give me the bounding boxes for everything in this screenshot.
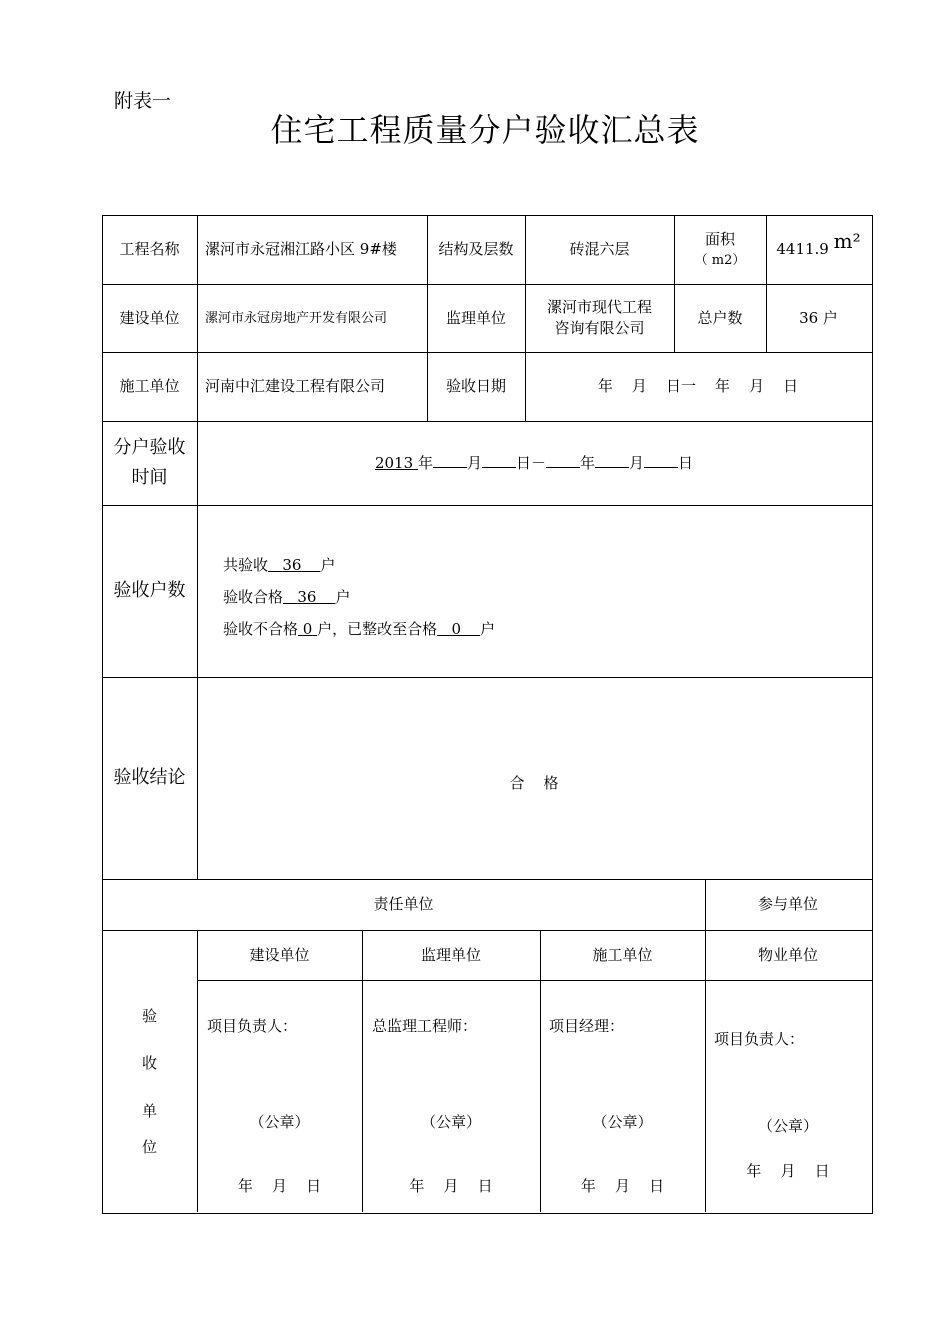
failed-count: 验收不合格 0 户，已整改至合格 0 户 [223, 620, 496, 638]
developer-date: 年 月 日 [237, 1176, 322, 1195]
total-inspected: 共验收 36 户 [223, 556, 336, 574]
property-role: 项目负责人： [714, 1030, 805, 1048]
area-unit-label: （ m2） [694, 252, 746, 268]
property-seal: （公章） [757, 1116, 818, 1135]
conclusion-label: 验收结论 [113, 767, 186, 788]
area-label: 面积 （ m2） [674, 215, 766, 284]
project-name-value: 漯河市永冠湘江路小区 9#楼 [205, 240, 397, 258]
developer-role: 项目负责人： [207, 1017, 298, 1035]
structure-label: 结构及层数 [438, 240, 514, 258]
sign-header-developer: 建设单位 [249, 945, 310, 964]
supervisor-role: 总监理工程师： [372, 1017, 478, 1035]
participant-units-header: 参与单位 [757, 895, 818, 913]
side-label-3: 单 [141, 1101, 157, 1120]
area-unit: m² [833, 229, 861, 253]
acceptance-date-label: 验收日期 [445, 377, 506, 395]
sign-header-property: 物业单位 [757, 945, 818, 964]
sign-header-contractor: 施工单位 [592, 945, 653, 964]
acceptance-date-value: 年 月 日一 年 月 日 [597, 377, 799, 395]
contractor-value: 河南中汇建设工程有限公司 [205, 377, 386, 395]
contractor-label: 施工单位 [119, 377, 180, 395]
household-count-label: 验收户数 [113, 580, 186, 601]
passed-count: 验收合格 36 户 [223, 588, 351, 606]
contractor-date: 年 月 日 [580, 1176, 665, 1195]
contractor-seal: （公章） [592, 1112, 653, 1131]
developer-label: 建设单位 [119, 308, 180, 327]
supervisor-seal: （公章） [420, 1112, 481, 1131]
conclusion-value: 合 格 [509, 773, 559, 792]
side-label-4: 位 [141, 1137, 157, 1156]
project-name-label: 工程名称 [119, 240, 180, 258]
households-value: 36 户 [799, 308, 838, 327]
contractor-role: 项目经理： [549, 1017, 625, 1035]
household-time-value: 2013 年 月 日－ 年 月 日 [374, 454, 694, 472]
household-time-label: 分户验收 时间 [113, 437, 186, 488]
developer-seal: （公章） [249, 1112, 310, 1131]
year-value: 2013 [374, 454, 414, 472]
supervisor-label: 监理单位 [445, 308, 506, 327]
row-divider [197, 980, 872, 981]
sign-header-supervisor: 监理单位 [420, 945, 481, 964]
page-title: 住宅工程质量分户验收汇总表 [270, 111, 700, 149]
households-label: 总户数 [697, 308, 743, 327]
supervisor-value: 漯河市现代工程 咨询有限公司 [546, 298, 652, 337]
attachment-label: 附表一 [114, 90, 172, 112]
property-date: 年 月 日 [746, 1161, 830, 1180]
row-divider [102, 505, 872, 506]
developer-value: 漯河市永冠房地产开发有限公司 [205, 310, 388, 326]
responsible-units-header: 责任单位 [373, 895, 434, 913]
structure-value: 砖混六层 [569, 240, 630, 258]
supervisor-date: 年 月 日 [409, 1176, 493, 1195]
side-label-1: 验 [141, 1006, 157, 1025]
area-value: 4411.9 m² [776, 229, 861, 258]
side-label-2: 收 [141, 1053, 157, 1072]
